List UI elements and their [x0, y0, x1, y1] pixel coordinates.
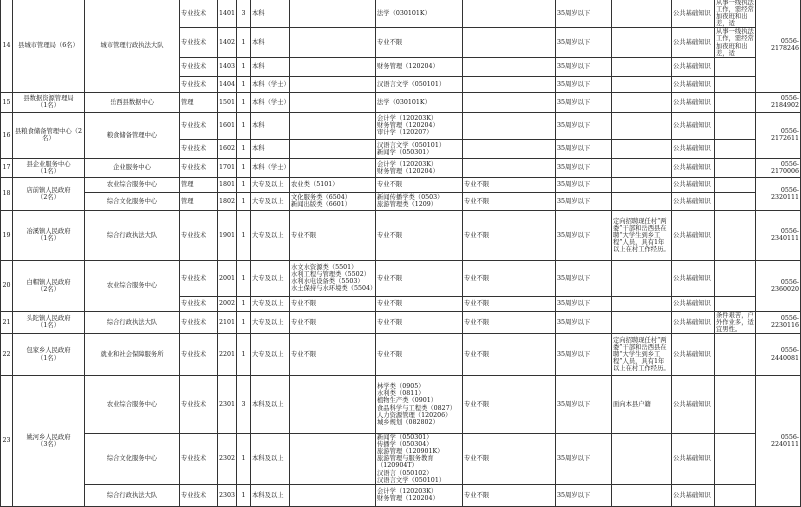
age-requirement: 35周岁以下 [556, 158, 612, 177]
recruiting-unit: 头陀镇人民政府 （1名） [13, 311, 85, 333]
contact-phone: 0556-2172611 [756, 112, 801, 158]
position-code: 2201 [218, 334, 237, 376]
department: 岳西县数据中心 [85, 92, 180, 112]
recruiting-unit: 县数据资源管理局 （1名） [13, 92, 85, 112]
headcount: 3 [237, 376, 251, 434]
remark [715, 158, 756, 177]
exam-subject: 公共基础知识 [672, 57, 715, 76]
table-row [1, 0, 801, 28]
major-postgrad: 专业不限 [463, 210, 556, 260]
other-requirement: 定向招聘现任村“两委”干部和岳西县在聘“大学生到乡工程”人员，具有1年以上在村工作经历。 [612, 210, 672, 260]
position-type: 专业技术 [180, 296, 218, 311]
major-undergrad: 专业不限 [376, 334, 463, 376]
position-type: 专业技术 [180, 434, 218, 485]
department: 企业服务中心 [85, 158, 180, 177]
age-requirement: 35周岁以下 [556, 28, 612, 57]
education: 本科 [251, 28, 290, 57]
major-undergrad: 林学类（0905） 水利类（0811） 植物生产类（0901） 食品科学与工程类（0827） 人力资源管理（120206） 城乡规划（082802） [376, 376, 463, 434]
remark [715, 210, 756, 260]
position-code: 1901 [218, 210, 237, 260]
department: 就业和社会保障服务所 [85, 334, 180, 376]
other-requirement [612, 0, 672, 28]
major-college [290, 76, 376, 92]
major-postgrad [463, 139, 556, 158]
position-code: 2303 [218, 484, 237, 506]
headcount: 1 [237, 112, 251, 139]
age-requirement: 35周岁以下 [556, 434, 612, 485]
major-postgrad [463, 28, 556, 57]
position-code: 1501 [218, 92, 237, 112]
position-code: 2001 [218, 260, 237, 296]
major-college: 专业不限 [290, 311, 376, 333]
exam-subject: 公共基础知识 [672, 260, 715, 296]
position-code: 1402 [218, 28, 237, 57]
department: 农业综合服务中心 [85, 177, 180, 192]
education: 本科（学士） [251, 158, 290, 177]
recruiting-unit: 县粮食储备管理中心（2名） [13, 112, 85, 158]
major-postgrad: 专业不限 [463, 177, 556, 192]
headcount: 3 [237, 0, 251, 28]
other-requirement [612, 57, 672, 76]
exam-subject: 公共基础知识 [672, 484, 715, 506]
exam-subject: 公共基础知识 [672, 192, 715, 210]
contact-phone: 0556-2178246 [756, 0, 801, 92]
position-type: 专业技术 [180, 210, 218, 260]
major-postgrad [463, 57, 556, 76]
major-college: 文化服务类（6504） 新闻出版类（6601） [290, 192, 376, 210]
department: 农业综合服务中心 [85, 260, 180, 311]
row-number: 23 [1, 376, 13, 507]
remark [715, 192, 756, 210]
row-number: 16 [1, 112, 13, 158]
major-college [290, 139, 376, 158]
age-requirement: 35周岁以下 [556, 92, 612, 112]
major-undergrad: 专业不限 [376, 210, 463, 260]
headcount: 1 [237, 177, 251, 192]
education: 大专及以上 [251, 260, 290, 296]
other-requirement [612, 76, 672, 92]
major-postgrad: 专业不限 [463, 260, 556, 296]
major-postgrad [463, 76, 556, 92]
row-number: 20 [1, 260, 13, 311]
major-undergrad: 专业不限 [376, 296, 463, 311]
major-postgrad: 专业不限 [463, 434, 556, 485]
major-undergrad: 新闻学（050301） 传播学（050304） 旅游管理（120901K） 旅游管理与服务教育（120904T） 汉语言（050102） 汉语言文学（050101） [376, 434, 463, 485]
position-code: 1701 [218, 158, 237, 177]
position-type: 专业技术 [180, 139, 218, 158]
major-college [290, 376, 376, 434]
contact-phone: 0556-2440081 [756, 334, 801, 376]
major-undergrad: 专业不限 [376, 177, 463, 192]
age-requirement: 35周岁以下 [556, 177, 612, 192]
major-postgrad: 专业不限 [463, 296, 556, 311]
exam-subject: 公共基础知识 [672, 376, 715, 434]
major-college [290, 57, 376, 76]
other-requirement [612, 311, 672, 333]
remark [715, 334, 756, 376]
education: 大专及以上 [251, 210, 290, 260]
position-type: 管理 [180, 192, 218, 210]
position-type: 专业技术 [180, 311, 218, 333]
major-postgrad [463, 92, 556, 112]
position-code: 1601 [218, 112, 237, 139]
recruiting-unit: 白帽镇人民政府 （2名） [13, 260, 85, 311]
age-requirement: 35周岁以下 [556, 296, 612, 311]
remark [715, 484, 756, 506]
other-requirement [612, 192, 672, 210]
position-code: 1602 [218, 139, 237, 158]
education: 本科及以上 [251, 484, 290, 506]
major-undergrad: 法学（030101K） [376, 0, 463, 28]
department: 综合文化服务中心 [85, 434, 180, 485]
row-number: 21 [1, 311, 13, 333]
recruiting-unit: 县城市管理局（6名） [13, 0, 85, 92]
major-undergrad: 专业不限 [376, 28, 463, 57]
age-requirement: 35周岁以下 [556, 484, 612, 506]
education: 本科 [251, 112, 290, 139]
age-requirement: 35周岁以下 [556, 192, 612, 210]
exam-subject: 公共基础知识 [672, 177, 715, 192]
major-college [290, 28, 376, 57]
major-undergrad: 会计学（120203K） 财务管理（120204） 审计学（120207） [376, 112, 463, 139]
major-postgrad [463, 0, 556, 28]
other-requirement [612, 260, 672, 296]
position-type: 专业技术 [180, 334, 218, 376]
age-requirement: 35周岁以下 [556, 311, 612, 333]
age-requirement: 35周岁以下 [556, 0, 612, 28]
major-college [290, 434, 376, 485]
department: 粮食储备管理中心 [85, 112, 180, 158]
remark [715, 376, 756, 434]
position-type: 管理 [180, 177, 218, 192]
major-undergrad: 会计学（120203K） 财务管理（120204） [376, 158, 463, 177]
table-row [1, 92, 801, 112]
age-requirement: 35周岁以下 [556, 334, 612, 376]
major-college: 专业不限 [290, 296, 376, 311]
major-college: 农业类（5101） [290, 177, 376, 192]
education: 本科及以上 [251, 434, 290, 485]
headcount: 1 [237, 76, 251, 92]
table-body [1, 0, 801, 506]
table-row [1, 177, 801, 192]
education: 大专及以上 [251, 311, 290, 333]
remark [715, 112, 756, 139]
education: 本科及以上 [251, 376, 290, 434]
exam-subject: 公共基础知识 [672, 210, 715, 260]
row-number: 15 [1, 92, 13, 112]
table-row [1, 158, 801, 177]
major-college: 专业不限 [290, 210, 376, 260]
contact-phone: 0556-2320111 [756, 177, 801, 210]
education: 本科（学士） [251, 92, 290, 112]
exam-subject: 公共基础知识 [672, 434, 715, 485]
major-postgrad [463, 158, 556, 177]
position-type: 专业技术 [180, 376, 218, 434]
contact-phone: 0556-2340111 [756, 210, 801, 260]
position-code: 2301 [218, 376, 237, 434]
major-college [290, 484, 376, 506]
position-code: 2002 [218, 296, 237, 311]
major-postgrad: 专业不限 [463, 311, 556, 333]
table-row [1, 434, 801, 485]
other-requirement [612, 177, 672, 192]
major-undergrad: 法学（030101K） [376, 92, 463, 112]
headcount: 1 [237, 158, 251, 177]
exam-subject: 公共基础知识 [672, 158, 715, 177]
exam-subject: 公共基础知识 [672, 0, 715, 28]
exam-subject: 公共基础知识 [672, 296, 715, 311]
headcount: 1 [237, 334, 251, 376]
department: 综合文化服务中心 [85, 192, 180, 210]
remark [715, 139, 756, 158]
age-requirement: 35周岁以下 [556, 260, 612, 296]
age-requirement: 35周岁以下 [556, 139, 612, 158]
department: 综合行政执法大队 [85, 210, 180, 260]
major-college [290, 92, 376, 112]
exam-subject: 公共基础知识 [672, 28, 715, 57]
major-college: 专业不限 [290, 334, 376, 376]
department: 农业综合服务中心 [85, 376, 180, 434]
position-type: 专业技术 [180, 260, 218, 296]
position-code: 2302 [218, 434, 237, 485]
education: 本科 [251, 57, 290, 76]
age-requirement: 35周岁以下 [556, 76, 612, 92]
contact-phone: 0556-2240111 [756, 376, 801, 507]
headcount: 1 [237, 311, 251, 333]
headcount: 1 [237, 296, 251, 311]
recruiting-unit: 包家乡人民政府 （1名） [13, 334, 85, 376]
exam-subject: 公共基础知识 [672, 112, 715, 139]
exam-subject: 公共基础知识 [672, 311, 715, 333]
exam-subject: 公共基础知识 [672, 76, 715, 92]
age-requirement: 35周岁以下 [556, 376, 612, 434]
position-type: 专业技术 [180, 28, 218, 57]
major-undergrad: 专业不限 [376, 311, 463, 333]
recruiting-unit: 冶溪镇人民政府 （1名） [13, 210, 85, 260]
major-postgrad: 专业不限 [463, 334, 556, 376]
position-type: 管理 [180, 92, 218, 112]
age-requirement: 35周岁以下 [556, 210, 612, 260]
position-type: 专业技术 [180, 112, 218, 139]
education: 大专及以上 [251, 334, 290, 376]
headcount: 1 [237, 210, 251, 260]
row-number: 18 [1, 177, 13, 210]
major-postgrad: 专业不限 [463, 376, 556, 434]
recruiting-unit: 姚河乡人民政府 （3名） [13, 376, 85, 507]
row-number: 17 [1, 158, 13, 177]
education: 本科 [251, 0, 290, 28]
table-row [1, 376, 801, 434]
remark: 条件艰苦，户外作业多，适宜男性。 [716, 311, 754, 333]
position-type: 专业技术 [180, 57, 218, 76]
remark [715, 177, 756, 192]
headcount: 1 [237, 57, 251, 76]
row-number: 22 [1, 334, 13, 376]
education: 大专及以上 [251, 296, 290, 311]
other-requirement [612, 158, 672, 177]
position-code: 1403 [218, 57, 237, 76]
table-row [1, 112, 801, 139]
table-row [1, 484, 801, 506]
exam-subject: 公共基础知识 [672, 334, 715, 376]
major-postgrad: 专业不限 [463, 192, 556, 210]
headcount: 1 [237, 139, 251, 158]
headcount: 1 [237, 92, 251, 112]
major-undergrad: 会计学（120203K） 财务管理（120204） [376, 484, 463, 506]
major-undergrad: 汉语言文学（050101） 新闻学（050301） [376, 139, 463, 158]
major-undergrad: 专业不限 [376, 260, 463, 296]
position-type: 专业技术 [180, 484, 218, 506]
other-requirement [612, 484, 672, 506]
table-row [1, 192, 801, 210]
education: 大专及以上 [251, 192, 290, 210]
major-undergrad: 财务管理（120204） [376, 57, 463, 76]
other-requirement: 面向本县户籍 [612, 376, 672, 434]
position-code: 1801 [218, 177, 237, 192]
headcount: 1 [237, 192, 251, 210]
row-number: 19 [1, 210, 13, 260]
major-undergrad: 新闻传播学类（0503） 旅游管理类（1209） [376, 192, 463, 210]
headcount: 1 [237, 484, 251, 506]
major-college [290, 112, 376, 139]
age-requirement: 35周岁以下 [556, 57, 612, 76]
other-requirement [612, 296, 672, 311]
remark [715, 57, 756, 76]
exam-subject: 公共基础知识 [672, 139, 715, 158]
age-requirement: 35周岁以下 [556, 112, 612, 139]
contact-phone: 0556-2184902 [756, 92, 801, 112]
table-row [1, 260, 801, 296]
remark: 从事一线执法工作，需经常加夜班和出差，适 [716, 28, 754, 57]
remark [715, 260, 756, 296]
department: 综合行政执法大队 [85, 311, 180, 333]
row-number: 14 [1, 0, 13, 92]
remark [715, 296, 756, 311]
major-undergrad: 汉语言文学（050101） [376, 76, 463, 92]
remark [715, 434, 756, 485]
other-requirement [612, 112, 672, 139]
major-postgrad: 专业不限 [463, 484, 556, 506]
recruiting-unit: 县企业服务中心 （1名） [13, 158, 85, 177]
remark [715, 92, 756, 112]
position-code: 1401 [218, 0, 237, 28]
major-postgrad [463, 112, 556, 139]
education: 大专及以上 [251, 177, 290, 192]
remark [715, 76, 756, 92]
contact-phone: 0556-2170006 [756, 158, 801, 177]
education: 本科 [251, 139, 290, 158]
education: 本科（学士） [251, 76, 290, 92]
table-row [1, 311, 801, 333]
major-college [290, 158, 376, 177]
position-type: 专业技术 [180, 0, 218, 28]
contact-phone: 0556-2360020 [756, 260, 801, 311]
other-requirement: 定向招聘现任村“两委”干部和岳西县在聘“大学生到乡工程”人员，具有1年以上在村工作经历。 [612, 334, 672, 376]
position-type: 专业技术 [180, 76, 218, 92]
position-code: 1404 [218, 76, 237, 92]
major-college [290, 0, 376, 28]
contact-phone: 0556-2230116 [756, 311, 801, 333]
position-code: 1802 [218, 192, 237, 210]
remark: 从事一线执法工作，需经常加夜班和出差，适 [716, 0, 754, 28]
position-code: 2101 [218, 311, 237, 333]
department: 城市管理行政执法大队 [85, 0, 180, 92]
position-type: 专业技术 [180, 158, 218, 177]
other-requirement [612, 139, 672, 158]
major-college: 水文水资源类（5501） 水利工程与管理类（5502） 水利水电设备类（5503） 水土保持与水环境类（5504） [290, 260, 376, 296]
table-row [1, 334, 801, 376]
department: 综合行政执法大队 [85, 484, 180, 506]
headcount: 1 [237, 28, 251, 57]
other-requirement [612, 434, 672, 485]
recruiting-unit: 店前镇人民政府 （2名） [13, 177, 85, 210]
headcount: 1 [237, 434, 251, 485]
other-requirement [612, 28, 672, 57]
other-requirement [612, 92, 672, 112]
table-row [1, 210, 801, 260]
headcount: 1 [237, 260, 251, 296]
exam-subject: 公共基础知识 [672, 92, 715, 112]
